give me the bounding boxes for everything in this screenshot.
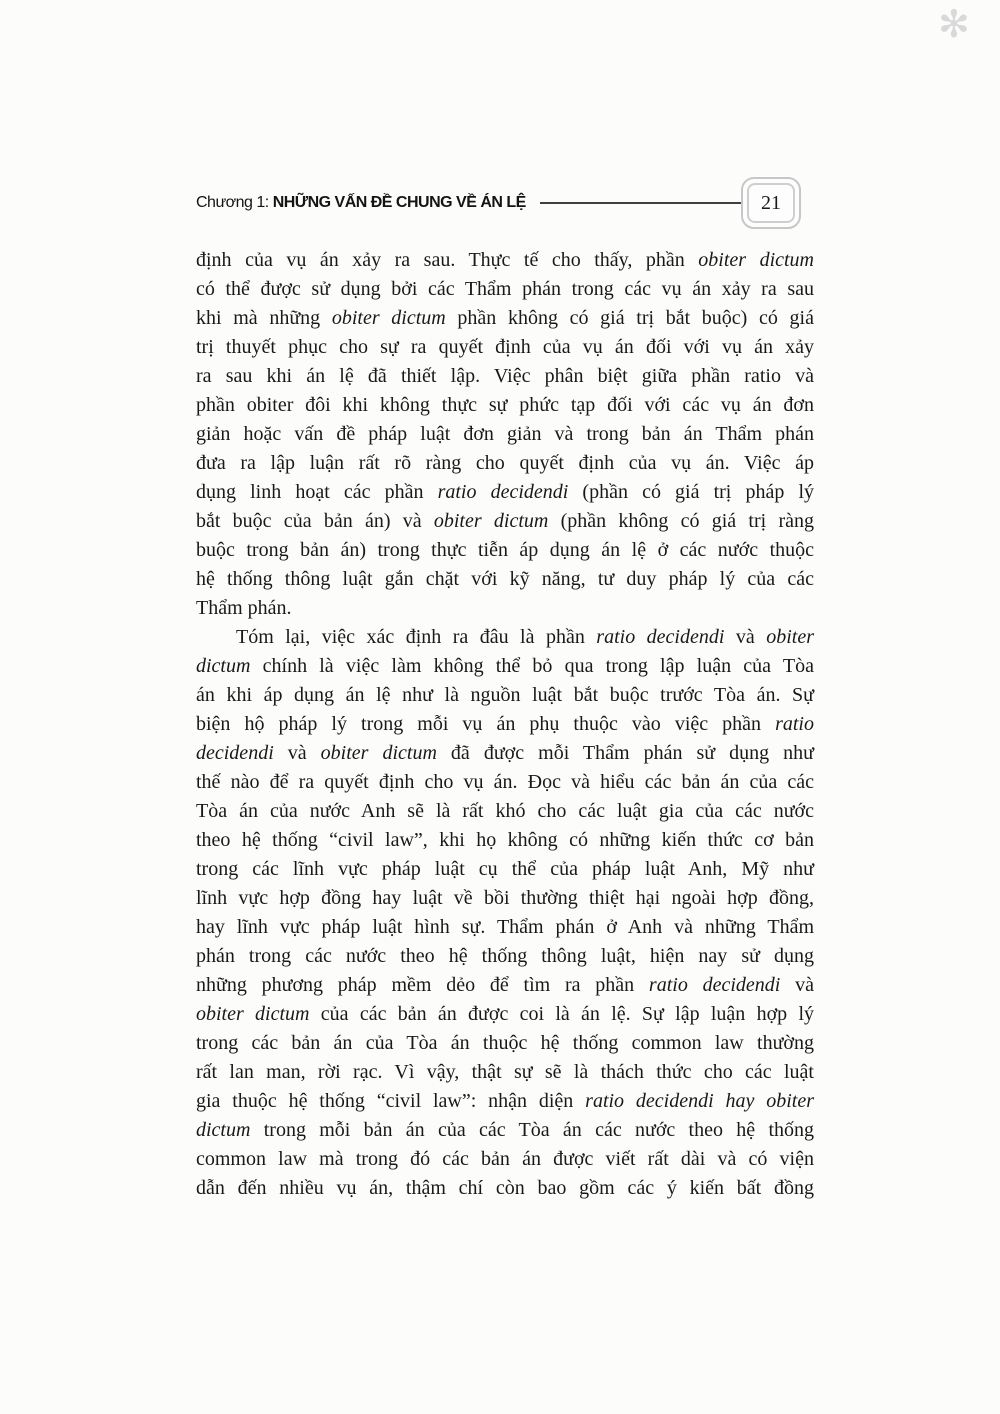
text-segment: định của vụ án xảy ra sau. Thực tế cho thấy, phần [196,249,699,271]
text-segment: và [724,626,767,648]
page-number: 21 [761,191,781,214]
running-head [196,177,801,229]
text-line [196,536,814,565]
text-line [196,275,814,304]
header-rule [540,202,741,204]
text-segment: thế nào để ra quyết định cho vụ án. Đọc và hiểu các bản án của các [196,771,814,793]
text-segment: và [780,974,814,996]
italic-text-segment: ratio decidendi [596,626,725,648]
text-segment: án khi áp dụng án lệ như là nguồn luật bắt buộc trước Tòa án. Sự [196,684,814,706]
text-line [196,623,814,652]
chapter-heading [196,194,526,212]
text-segment: rất lan man, rời rạc. Vì vậy, thật sự sẽ là thách thức cho các luật [196,1061,814,1083]
italic-text-segment: ratio decidendi [648,974,781,996]
text-line [196,478,814,507]
italic-text-segment: obiter dictum [196,1003,310,1025]
text-segment: giản hoặc vấn đề pháp luật đơn giản và trong bản án Thẩm phán [196,423,814,445]
text-line [196,507,814,536]
italic-text-segment: obiter dictum [698,249,814,271]
body-text [196,246,814,1203]
text-segment: common law mà trong đó các bản án được viết rất dài và có viện [196,1148,814,1170]
flower-asterisk-icon: ✻ [938,2,970,46]
text-line [196,710,814,739]
text-segment: (phần có giá trị pháp lý [568,481,815,503]
italic-text-segment: obiter dictum [320,742,437,764]
chapter-prefix: Chương 1: [196,194,273,211]
text-segment: những phương pháp mềm dẻo để tìm ra phần [196,974,649,996]
italic-text-segment: ratio decidendi [437,481,569,503]
text-segment: phần obiter đôi khi không thực sự phức tạp đối với các vụ án đơn [196,394,814,416]
text-line [196,304,814,333]
text-segment: ra sau khi án lệ đã thiết lập. Việc phân biệt giữa phần ratio và [196,365,814,387]
text-line [196,449,814,478]
text-segment: hệ thống thông luật gắn chặt với kỹ năng, tư duy pháp lý của các [196,568,814,590]
italic-text-segment: dictum [196,655,251,677]
text-segment: Thẩm phán. [196,597,292,619]
text-segment: đã được mỗi Thẩm phán sử dụng như [436,742,814,764]
text-line [196,246,814,275]
text-segment: của các bản án được coi là án lệ. Sự lập luận hợp lý [309,1003,814,1025]
text-line [196,681,814,710]
text-segment: lĩnh vực hợp đồng hay luật về bồi thường thiệt hại ngoài hợp đồng, [196,887,814,909]
italic-text-segment: ratio decidendi hay obiter [585,1090,814,1112]
text-line [196,913,814,942]
text-line [196,826,814,855]
text-line [196,855,814,884]
text-segment: theo hệ thống “civil law”, khi họ không có những kiến thức cơ bản [196,829,814,851]
text-segment: trong các lĩnh vực pháp luật cụ thể của pháp luật Anh, Mỹ như [196,858,814,880]
page-number-box-inner [747,183,795,223]
text-segment: khi mà những [196,307,332,329]
italic-text-segment: decidendi [196,742,274,764]
italic-text-segment: obiter [766,626,814,648]
italic-text-segment: ratio [775,713,814,735]
text-line [196,362,814,391]
text-segment: Tóm lại, việc xác định ra đâu là phần [236,626,597,648]
italic-text-segment: dictum [196,1119,251,1141]
italic-text-segment: obiter dictum [331,307,446,329]
text-segment: buộc trong bản án) trong thực tiễn áp dụng án lệ ở các nước thuộc [196,539,814,561]
text-segment: Tòa án của nước Anh sẽ là rất khó cho các luật gia của các nước [196,800,814,822]
text-line [196,594,814,623]
text-segment: gia thuộc hệ thống “civil law”: nhận diện [196,1090,586,1112]
text-line [196,1058,814,1087]
text-line [196,942,814,971]
text-segment: phán trong các nước theo hệ thống thông luật, hiện nay sử dụng [196,945,814,967]
italic-text-segment: obiter dictum [433,510,549,532]
text-line [196,391,814,420]
text-line [196,884,814,913]
page-number-box [741,177,801,229]
text-line [196,1029,814,1058]
text-segment: dụng linh hoạt các phần [196,481,438,503]
text-line [196,333,814,362]
text-segment: có thể được sử dụng bởi các Thẩm phán trong các vụ án xảy ra sau [196,278,814,300]
text-segment: hay lĩnh vực pháp luật hình sự. Thẩm phán ở Anh và những Thẩm [196,916,814,938]
text-line [196,565,814,594]
text-segment: trị thuyết phục cho sự ra quyết định của vụ án đối với vụ án xảy [196,336,814,358]
text-segment: và [273,742,321,764]
text-line [196,420,814,449]
text-segment: trong mỗi bản án của các Tòa án các nước theo hệ thống [250,1119,814,1141]
text-segment: đưa ra lập luận rất rõ ràng cho quyết định của vụ án. Việc áp [196,452,814,474]
text-line [196,652,814,681]
text-segment: phần không có giá trị bắt buộc) có giá [445,307,814,329]
text-line [196,971,814,1000]
text-segment: (phần không có giá trị ràng [548,510,814,532]
text-line [196,1145,814,1174]
text-segment: trong các bản án của Tòa án thuộc hệ thống common law thường [196,1032,814,1054]
text-segment: bắt buộc của bản án) và [196,510,434,532]
text-line [196,739,814,768]
text-line [196,1116,814,1145]
text-segment: dẫn đến nhiều vụ án, thậm chí còn bao gồm các ý kiến bất đồng [196,1177,814,1199]
text-segment: chính là việc làm không thể bỏ qua trong lập luận của Tòa [250,655,814,677]
chapter-title: NHỮNG VẤN ĐỀ CHUNG VỀ ÁN LỆ [272,194,526,211]
text-line [196,1174,814,1203]
text-line [196,797,814,826]
text-segment: biện hộ pháp lý trong mỗi vụ án phụ thuộc vào việc phần [196,713,776,735]
text-line [196,768,814,797]
text-line [196,1087,814,1116]
text-line [196,1000,814,1029]
